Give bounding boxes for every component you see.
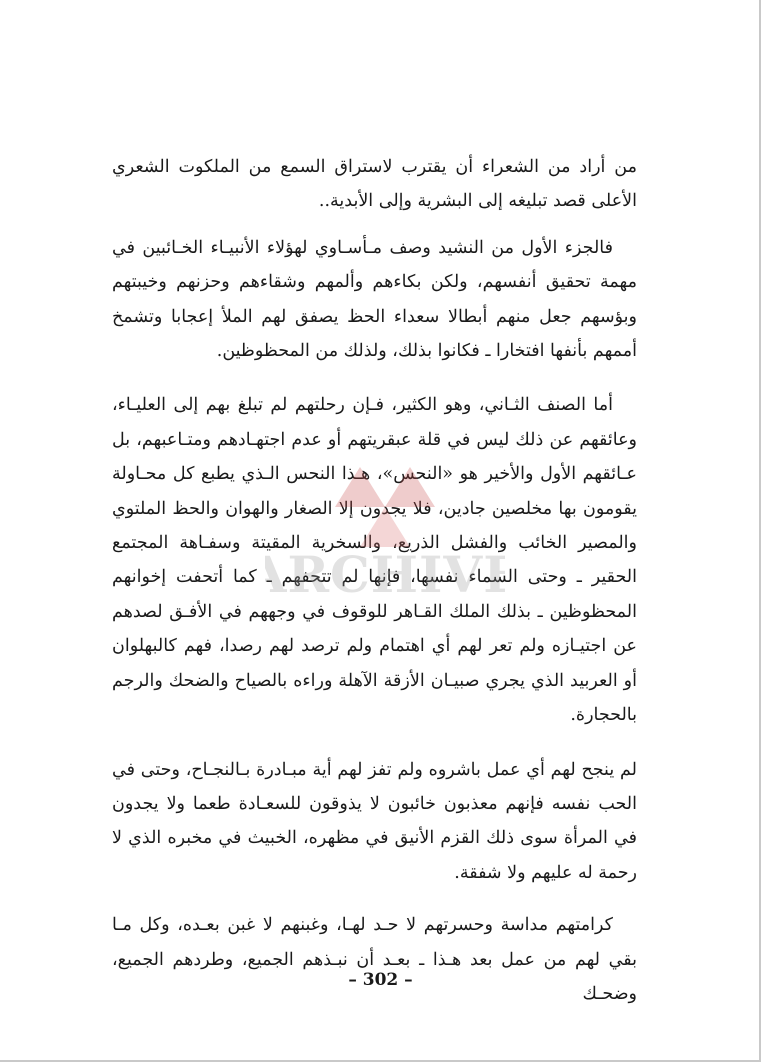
paragraph-3: أما الصنف الثـاني، وهو الكثير، فـإن رحلتهم لم تبلغ بهم إلى العليـاء، وعائقهم عن ذلك ليس في قلة عبقريتهم أو عدم اجتهـادهم ومتـاعبهم، بل عـائقهم الأول والأخير هو «النحس»، هـذا النحس الـذي يطبع كل محـاولة يقومون بها مخلصين جادين، فلا يجدون إلا الصغار والهوان والحظ الملتوي والمصير الخائب والفشل الذريع، والسخرية المقيتة وسفـاهة المجتمع الحقير ـ وحتى السماء نفسها، فإنها لم تتحفهم ـ كما أتحفت إخوانهم المحظوظين ـ بذلك الملك القـاهر للوقوف في وجههم في الأفـق لصدهم عن اجتيـازه ولم تعر لهم أي اهتمام ولم ترصد لهم رصدا، فهم كالبهلوان أو العربيد الذي يجري صبيـان الأزقة الآهلة وراءه بالصياح والضحك والرجم بالحجارة.	[112, 395, 637, 726]
body-text	[112, 150, 637, 1011]
paragraph-1: من أراد من الشعراء أن يقترب لاستراق السمع من الملكوت الشعري الأعلى قصد تبليغه إلى البشرية وإلى الأبدية..	[112, 157, 637, 212]
paragraph-4: لم ينجح لهم أي عمل باشروه ولم تفز لهم أية مبـادرة بـالنجـاح، وحتى في الحب نفسه فإنهم معذبون خائبون لا يذوقون للسعـادة طعما ولا يجدون في المرأة سوى ذلك القزم الأنيق في مظهره، الخبيث في مخبره الذي لا رحمة له عليهم ولا شفقة.	[112, 759, 637, 883]
paragraph-2: فالجزء الأول من النشيد وصف مـأسـاوي لهؤلاء الأنبيـاء الخـائبين في مهمة تحقيق أنفسهم، ولكن بكاءهم وألمهم وشقاءهم وحزنهم وخيبتهم وبؤسهم جعل منهم أبطالا سعداء الحظ يصفق لهم الملأ إعجابا وتشمخ أممهم بأنفها افتخارا ـ فكانوا بذلك، ولذلك من المحظوظين.	[112, 237, 637, 362]
paragraph-5: كرامتهم مداسة وحسرتهم لا حـد لهـا، وغبنهم لا غبن بعـده، وكل مـا بقي لهم من عمل بعد هـذا ـ بعـد أن نبـذهم الجميع، وطردهم الجميع، وضحـك	[112, 915, 637, 1004]
watermark-logo-text: ARCHIVE	[265, 545, 505, 604]
page-number: – 302 –	[348, 970, 413, 990]
